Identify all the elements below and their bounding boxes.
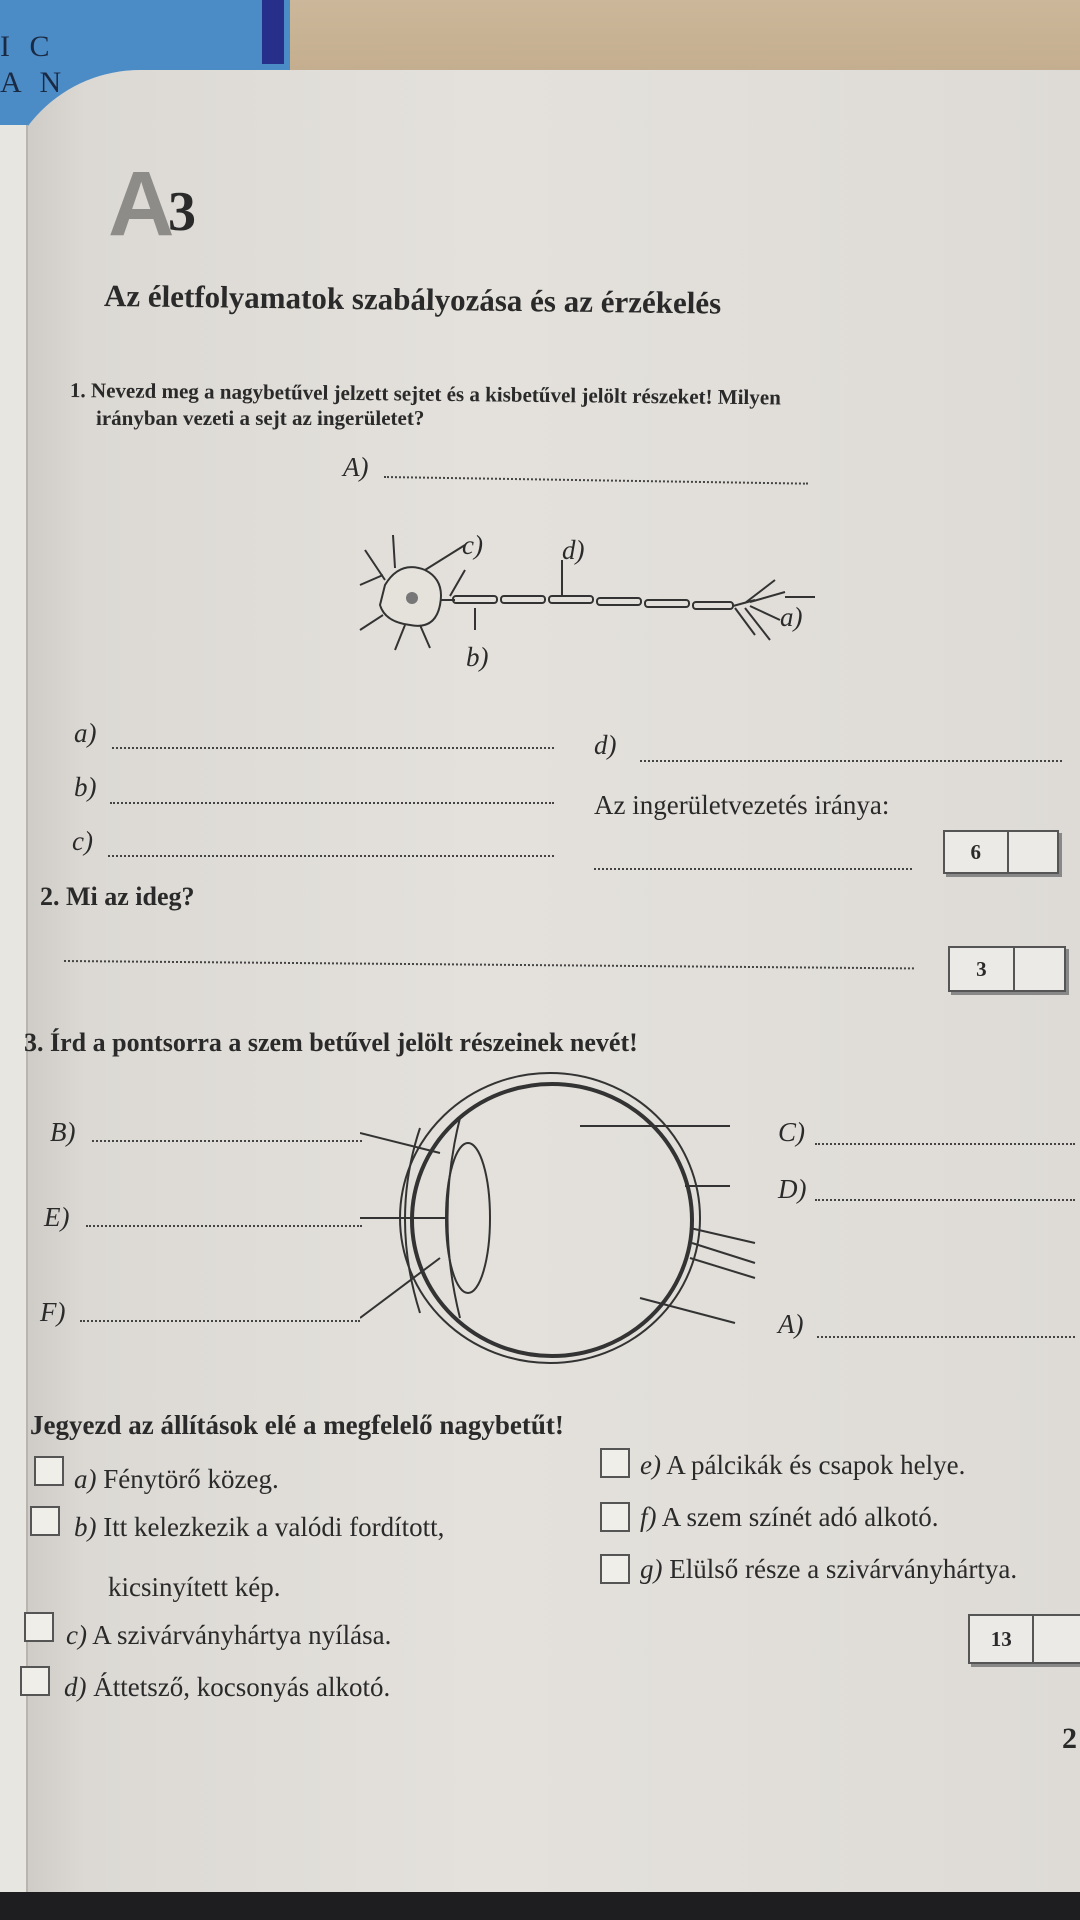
answer-line-direction[interactable] [594, 868, 912, 870]
eye-label-A: A) [778, 1309, 804, 1339]
statement-b-continued: kicsinyített kép. [108, 1572, 281, 1602]
q3-subheading: Jegyezd az állítások elé a megfelelő nagybetűt! [30, 1410, 564, 1440]
background-text: A N [0, 66, 68, 99]
score-box-q3 [968, 1614, 1080, 1664]
q2-question: Mi az ideg? [66, 882, 195, 911]
answer-box-f[interactable] [600, 1502, 630, 1532]
answer-box-a[interactable] [34, 1456, 64, 1486]
statement-letter: f) [640, 1502, 657, 1532]
answer-line-C[interactable] [815, 1143, 1075, 1145]
answer-line-E[interactable] [86, 1225, 362, 1227]
background-book-stripe [262, 0, 284, 64]
statement-letter: c) [66, 1620, 87, 1650]
answer-line-a[interactable] [112, 747, 554, 749]
eye-diagram [360, 1068, 760, 1378]
eye-label-F: F) [40, 1297, 66, 1327]
unit-number: 3 [168, 181, 196, 243]
dark-surface [0, 1892, 1080, 1920]
label-A: A) [343, 452, 369, 482]
answer-box-e[interactable] [600, 1448, 630, 1478]
diagram-label-c: c) [462, 530, 483, 560]
statement-letter: a) [74, 1464, 97, 1494]
q2-text [40, 882, 195, 912]
neuron-diagram [355, 530, 815, 680]
answer-line-b[interactable] [110, 802, 554, 804]
eye-label-D: D) [778, 1174, 807, 1204]
answer-label-d: d) [594, 730, 617, 760]
diagram-label-a: a) [780, 602, 803, 632]
statement-f [640, 1502, 938, 1533]
score-value: 3 [950, 948, 1015, 990]
statement-text: A pálcikák és csapok helye. [666, 1450, 966, 1480]
unit-letter: A [108, 153, 175, 255]
q2-number: 2. [40, 882, 60, 911]
statement-e [640, 1450, 965, 1481]
page-number: 2 [1062, 1722, 1077, 1755]
diagram-label-d: d) [562, 535, 585, 565]
diagram-label-b: b) [466, 642, 489, 672]
statement-text: Elülső része a szivárványhártya. [669, 1554, 1018, 1584]
statement-c [66, 1620, 391, 1651]
answer-box-c[interactable] [24, 1612, 54, 1642]
answer-line-F[interactable] [80, 1320, 360, 1322]
q3-question: Írd a pontsorra a szem betűvel jelölt részeinek nevét! [50, 1028, 638, 1057]
score-box-q2 [948, 946, 1066, 992]
q3-number: 3. [24, 1028, 44, 1057]
answer-line-c[interactable] [108, 855, 554, 857]
statement-a [74, 1464, 279, 1495]
answer-label-a: a) [74, 718, 97, 748]
answer-box-g[interactable] [600, 1554, 630, 1584]
answer-label-c: c) [72, 826, 93, 856]
score-value: 6 [945, 832, 1009, 872]
page-title: Az életfolyamatok szabályozása és az érzékelés [103, 278, 722, 321]
score-box-q1 [943, 830, 1059, 874]
statement-text: A szivárványhártya nyílása. [92, 1620, 392, 1650]
eye-label-C: C) [778, 1117, 805, 1147]
statement-letter: e) [640, 1450, 661, 1480]
answer-box-d[interactable] [20, 1666, 50, 1696]
statement-text: Áttetsző, kocsonyás alkotó. [93, 1672, 391, 1702]
direction-label: Az ingerületvezetés iránya: [594, 790, 890, 820]
answer-label-b: b) [74, 772, 97, 802]
q3-text [24, 1028, 638, 1058]
eye-label-B: B) [50, 1117, 76, 1147]
q1-line2: irányban vezeti a sejt az ingerületet? [96, 406, 425, 430]
statement-letter: b) [74, 1512, 97, 1542]
statement-text: A szem színét adó alkotó. [661, 1502, 939, 1532]
eye-label-E: E) [44, 1202, 70, 1232]
answer-box-b[interactable] [30, 1506, 60, 1536]
q1-line1: Nevezd meg a nagybetűvel jelzett sejtet és a kisbetűvel jelölt részeket! Milyen [90, 378, 781, 410]
answer-line-d[interactable] [640, 760, 1062, 762]
score-value: 13 [970, 1616, 1034, 1662]
answer-line-B[interactable] [92, 1140, 362, 1142]
answer-line-A-eye[interactable] [817, 1336, 1075, 1338]
statement-letter: d) [64, 1672, 87, 1702]
background-text: I C [0, 30, 56, 63]
q1-number: 1. [69, 378, 86, 403]
statement-letter: g) [640, 1554, 663, 1584]
statement-d [64, 1672, 390, 1703]
statement-g [640, 1554, 1017, 1585]
statement-b [74, 1512, 444, 1543]
statement-text: Itt kelezkezik a valódi fordított, [103, 1512, 445, 1542]
answer-line-D[interactable] [815, 1199, 1075, 1201]
statement-text: Fénytörő közeg. [103, 1464, 279, 1494]
